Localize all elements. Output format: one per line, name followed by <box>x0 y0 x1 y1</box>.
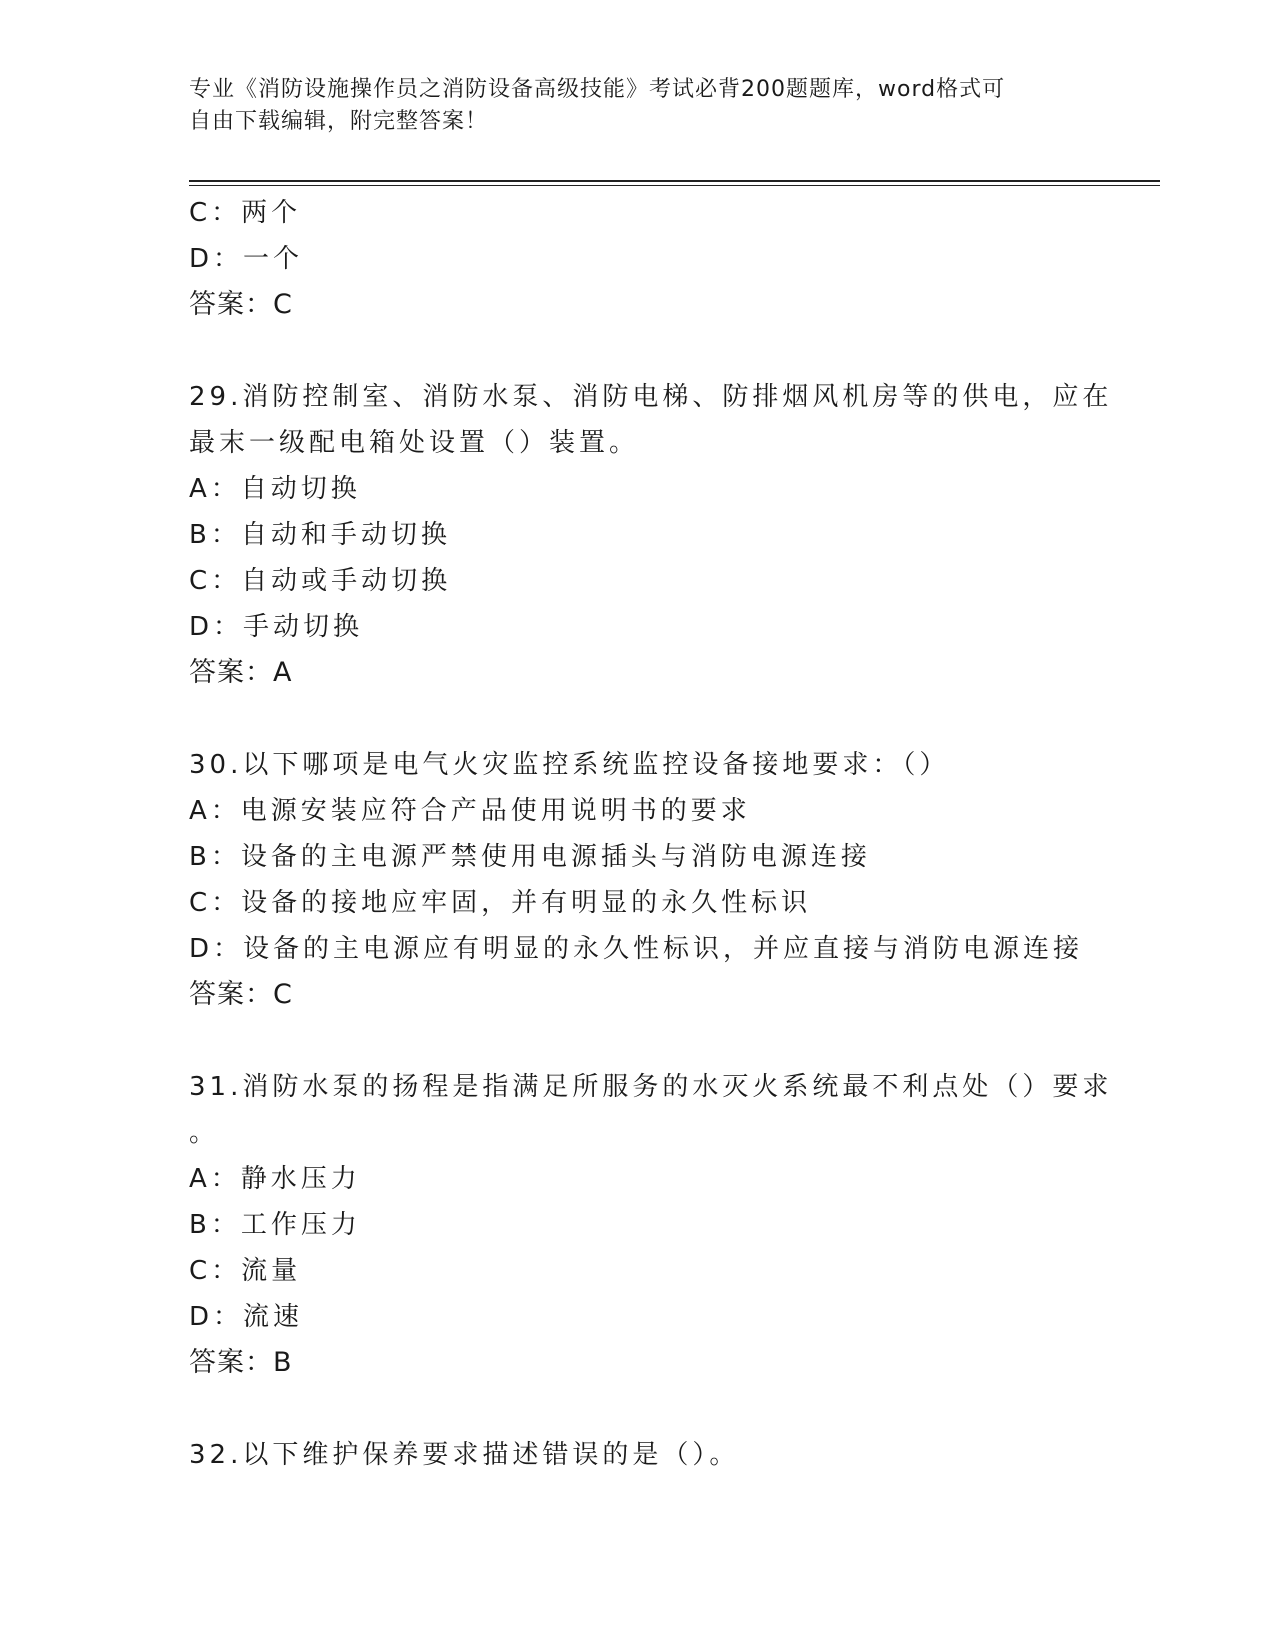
option-a: A：静水压力 <box>189 1164 361 1194</box>
question-text: 31.消防水泵的扬程是指满足所服务的水灭火系统最不利点处（）要求 <box>189 1072 1113 1102</box>
option-d: D：设备的主电源应有明显的永久性标识，并应直接与消防电源连接 <box>189 934 1084 964</box>
spacer <box>189 1386 1089 1432</box>
answer: 答案：C <box>189 289 293 320</box>
option-c: C：自动或手动切换 <box>189 566 452 596</box>
spacer <box>189 1018 1089 1064</box>
option-d: D：手动切换 <box>189 612 364 642</box>
question-32 <box>189 1432 1089 1478</box>
option-a: A：电源安装应符合产品使用说明书的要求 <box>189 796 751 826</box>
header-line-1: 专业《消防设施操作员之消防设备高级技能》考试必背200题题库，word格式可 <box>189 77 1006 102</box>
question-text: 29.消防控制室、消防水泵、消防电梯、防排烟风机房等的供电，应在 <box>189 382 1113 412</box>
question-28-tail <box>189 190 1089 328</box>
question-30 <box>189 742 1089 1018</box>
document-header <box>189 74 1079 138</box>
header-line-2: 自由下载编辑，附完整答案！ <box>189 109 489 134</box>
header-divider <box>189 180 1160 182</box>
question-text: 。 <box>189 1118 220 1148</box>
option-c: C：设备的接地应牢固，并有明显的永久性标识 <box>189 888 812 918</box>
answer: 答案：A <box>189 657 293 688</box>
question-text: 30.以下哪项是电气火灾监控系统监控设备接地要求：（） <box>189 750 950 780</box>
spacer <box>189 696 1089 742</box>
option-b: B：工作压力 <box>189 1210 361 1240</box>
question-31 <box>189 1064 1113 1386</box>
question-29 <box>189 374 1113 696</box>
question-list <box>189 190 1113 1478</box>
question-text: 最末一级配电箱处设置（）装置。 <box>189 428 640 458</box>
option-b: B：自动和手动切换 <box>189 520 451 550</box>
option-d: D：一个 <box>189 244 304 274</box>
answer: 答案：C <box>189 979 293 1010</box>
spacer <box>189 328 1089 374</box>
question-text: 32.以下维护保养要求描述错误的是（）。 <box>189 1440 740 1470</box>
option-b: B：设备的主电源严禁使用电源插头与消防电源连接 <box>189 842 871 872</box>
option-c: C：流量 <box>189 1256 302 1286</box>
option-c: C：两个 <box>189 198 302 228</box>
option-d: D：流速 <box>189 1302 304 1332</box>
answer: 答案：B <box>189 1347 293 1378</box>
header-divider-thin <box>189 185 1160 186</box>
option-a: A：自动切换 <box>189 474 361 504</box>
